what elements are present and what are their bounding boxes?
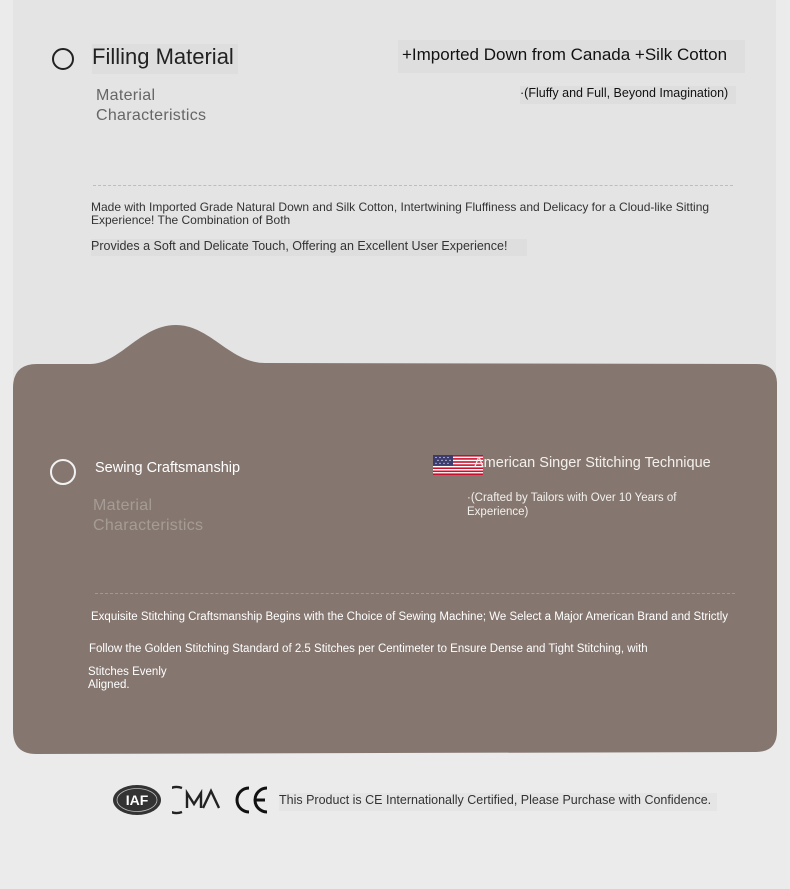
- filling-feature: +Imported Down from Canada +Silk Cotton: [398, 40, 745, 73]
- filling-title: Filling Material: [92, 44, 238, 74]
- iaf-logo-text: IAF: [125, 792, 149, 808]
- sewing-title: Sewing Craftsmanship: [95, 460, 241, 476]
- certification-text: This Product is CE Internationally Certified, Please Purchase with Confidence.: [279, 793, 717, 811]
- ce-logo-text: CE: [250, 814, 254, 816]
- filling-divider: [93, 185, 733, 186]
- filling-description-line1: Made with Imported Grade Natural Down and Silk Cotton, Intertwining Fluffiness and Delicacy for a Cloud-like Sitting Experience! The Combination of Both: [91, 200, 710, 227]
- iaf-logo-icon: [112, 784, 162, 816]
- sewing-description-line1: Exquisite Stitching Craftsmanship Begins with the Choice of Sewing Machine; We Select a Major American Brand and Strictly: [91, 611, 729, 623]
- filling-subtitle: Material Characteristics: [96, 87, 207, 124]
- sewing-divider: [95, 593, 735, 594]
- cma-logo-text: CMA: [194, 814, 200, 816]
- cma-logo-icon: [172, 784, 222, 816]
- sewing-feature: American Singer Stitching Technique: [474, 455, 711, 471]
- sewing-section-panel: [0, 320, 790, 760]
- filling-description-line2: Provides a Soft and Delicate Touch, Offering an Excellent User Experience!: [91, 239, 527, 256]
- sewing-subtitle: Material Characteristics: [93, 497, 204, 534]
- sewing-feature-note: ·(Crafted by Tailors with Over 10 Years of Experience): [467, 492, 677, 518]
- section-marker-circle: [52, 48, 74, 70]
- section-marker-circle-light: [50, 459, 76, 485]
- filling-feature-note: ·(Fluffy and Full, Beyond Imagination): [520, 86, 736, 104]
- sewing-description-line3: Stitches Evenly Aligned.: [88, 666, 167, 691]
- sewing-description-line2: Follow the Golden Stitching Standard of 2.5 Stitches per Centimeter to Ensure Dense and Tight Stitching, with: [89, 643, 648, 655]
- ce-logo-icon: [234, 784, 270, 816]
